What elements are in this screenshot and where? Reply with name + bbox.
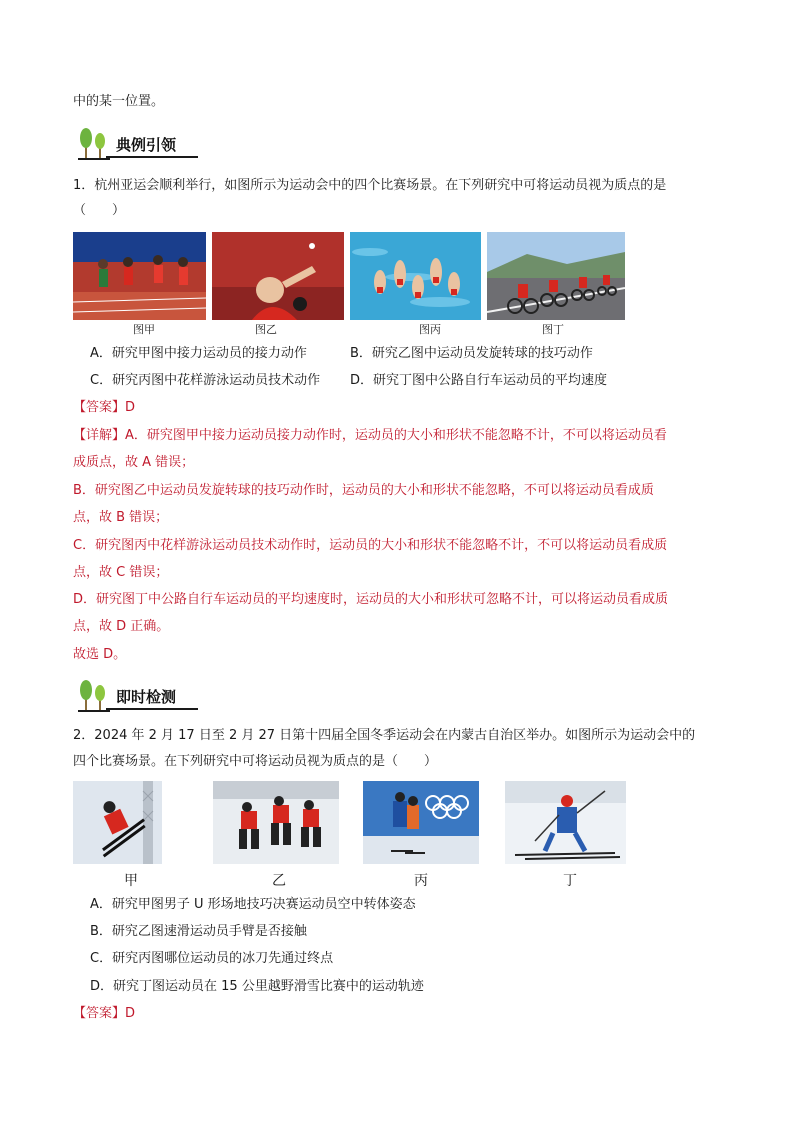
q1-option-b: B．研究乙图中运动员发旋转球的技巧动作 <box>350 346 593 361</box>
section-title: 即时检测 <box>116 688 177 706</box>
section-underline <box>106 708 198 710</box>
q2-option-a: A．研究甲图男子 U 形场地技巧决赛运动员空中转体姿态 <box>90 897 416 912</box>
q1-option-d: D．研究丁图中公路自行车运动员的平均速度 <box>350 373 608 388</box>
photo-road-cycling <box>487 232 625 320</box>
q1-detail-line7: D．研究图丁中公路自行车运动员的平均速度时，运动员的大小和形状可忽略不计，可以将运动员看成质 <box>73 592 669 607</box>
section-header-practice <box>76 680 196 710</box>
detail-tag: 【详解】 <box>73 428 126 443</box>
caption-jia: 图甲 <box>133 323 155 336</box>
q1-detail-line6: 点，故 C 错误； <box>73 565 169 580</box>
photo-ski-halfpipe <box>73 781 162 864</box>
photo-table-tennis <box>212 232 344 320</box>
photo-relay-race <box>73 232 206 320</box>
q2-stem-line1: 2．2024 年 2 月 17 日至 2 月 27 日第十四届全国冬季运动会在内蒙古自治区举办。如图所示为运动会中的 <box>73 728 696 743</box>
caption-ding: 图丁 <box>542 323 564 336</box>
q2-option-d: D．研究丁图运动员在 15 公里越野滑雪比赛中的运动轨迹 <box>90 979 424 994</box>
q1-detail-line8: 点，故 D 正确。 <box>73 619 170 634</box>
q1-conclusion: 故选 D。 <box>73 647 127 662</box>
q2-option-b: B．研究乙图速滑运动员手臂是否接触 <box>90 924 307 939</box>
section-title: 典例引领 <box>116 136 177 154</box>
caption-ding: 丁 <box>563 873 577 889</box>
q1-detail-line1 <box>73 426 667 446</box>
caption-yi: 图乙 <box>255 323 277 336</box>
detail-text: A．研究图甲中接力运动员接力动作时，运动员的大小和形状不能忽略不计，不可以将运动员看 <box>125 428 667 443</box>
photo-speed-skating-finish <box>363 781 479 864</box>
q1-answer: 【答案】D <box>73 400 136 415</box>
top-line: 中的某一位置。 <box>73 94 165 109</box>
photo-cross-country-skiing <box>505 781 626 864</box>
q2-answer: 【答案】D <box>73 1006 136 1021</box>
photo-short-track-skating <box>213 781 339 864</box>
caption-bing: 图丙 <box>419 323 441 336</box>
q1-detail-line4: 点，故 B 错误； <box>73 510 169 525</box>
q1-stem-line2: （ ） <box>73 203 126 218</box>
caption-yi: 乙 <box>272 873 286 889</box>
q1-option-c: C．研究丙图中花样游泳运动员技术动作 <box>90 373 321 388</box>
q1-option-a: A．研究甲图中接力运动员的接力动作 <box>90 346 307 361</box>
section-underline <box>106 156 198 158</box>
section-header-examples <box>76 128 196 158</box>
photo-artistic-swimming <box>350 232 481 320</box>
q1-stem-line1: 1．杭州亚运会顺利举行，如图所示为运动会中的四个比赛场景。在下列研究中可将运动员视为质点的是 <box>73 178 667 193</box>
q2-option-c: C．研究丙图哪位运动员的冰刀先通过终点 <box>90 951 334 966</box>
q1-detail-line3: B．研究图乙中运动员发旋转球的技巧动作时，运动员的大小和形状不能忽略，不可以将运动员看成质 <box>73 483 654 498</box>
q1-detail-line5: C．研究图丙中花样游泳运动员技术动作时，运动员的大小和形状不能忽略不计，不可以将运动员看成质 <box>73 538 668 553</box>
caption-jia: 甲 <box>124 873 138 889</box>
q2-stem-line2: 四个比赛场景。在下列研究中可将运动员视为质点的是（ ） <box>73 754 438 769</box>
q1-detail-line2: 成质点，故 A 错误； <box>73 455 195 470</box>
caption-bing: 丙 <box>414 873 428 889</box>
